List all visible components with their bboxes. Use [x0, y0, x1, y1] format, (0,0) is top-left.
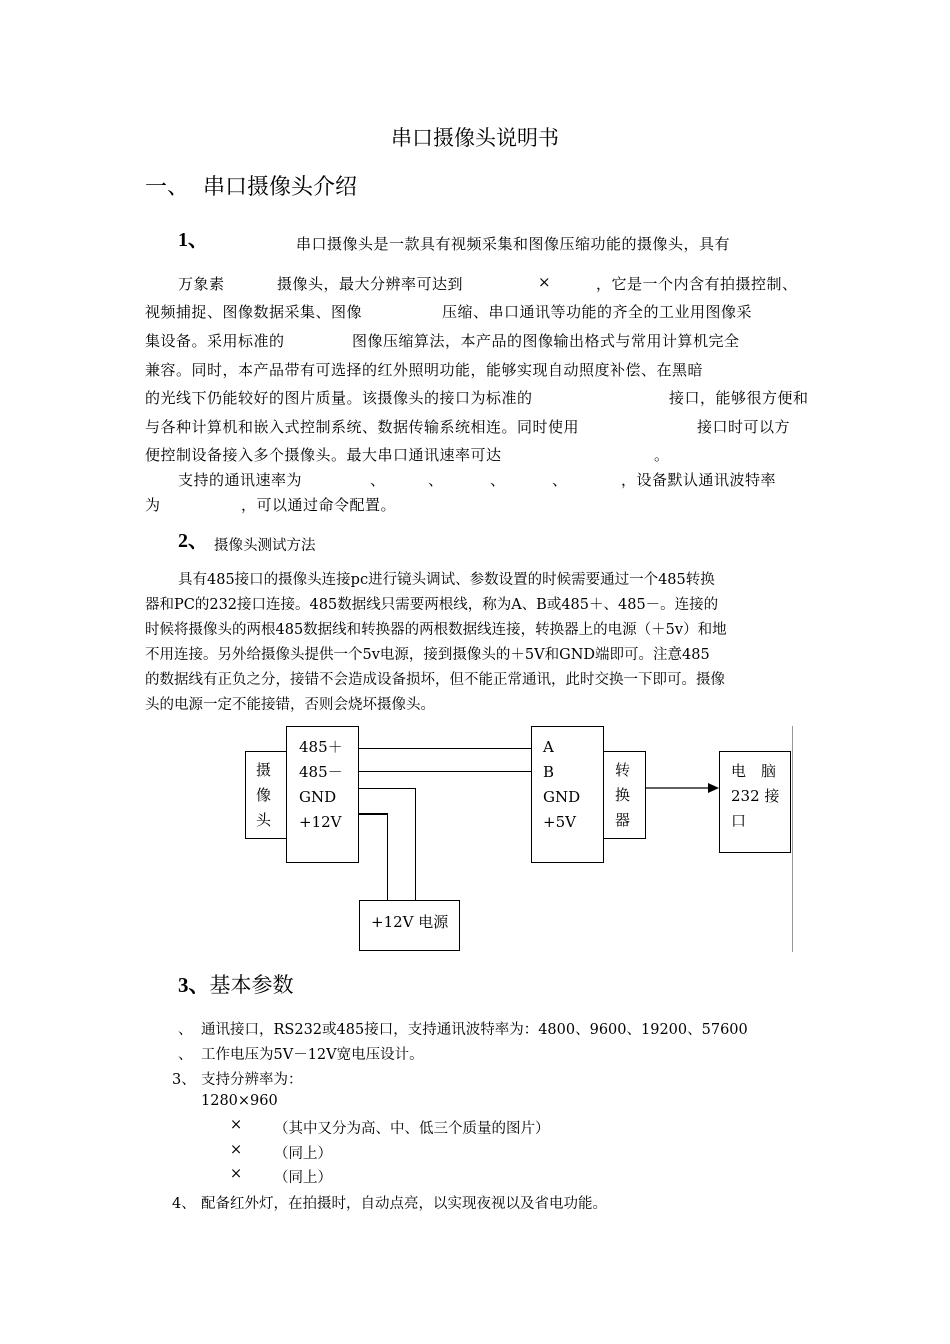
intro-line-1: 串口摄像头是一款具有视频采集和图像压缩功能的摄像头，具有 [296, 235, 731, 253]
test-line-1: 具有485接口的摄像头连接pc进行镜头调试、参数设置的时候需要通过一个485转换 [178, 572, 715, 588]
conv-pin-5v: +5V [543, 813, 576, 831]
wire-12v-v [387, 813, 388, 900]
converter-box [603, 751, 646, 839]
power-box [359, 900, 460, 951]
intro-frag-4: ，它是一个内含有拍摄控制、 [596, 275, 798, 293]
intro-line-4a: 集设备。采用标准的 [145, 332, 285, 350]
intro-frag-3: × [538, 273, 552, 291]
param-2-prefix: 、 [178, 1047, 193, 1063]
sub3-heading [178, 969, 294, 999]
section1-number: 一、 [145, 175, 190, 200]
sub2-title: 摄像头测试方法 [214, 538, 316, 554]
resolution-1: 1280×960 [201, 1093, 278, 1109]
test-line-5: 的数据线有正负之分，接错不会造成设备损坏，但不能正常通讯，此时交换一下即可。摄像 [145, 672, 725, 688]
converter-label-1: 转 [615, 761, 631, 779]
converter-label-3: 器 [615, 811, 631, 829]
intro-line-4b: 图像压缩算法，本产品的图像输出格式与常用计算机完全 [352, 332, 740, 350]
test-line-6: 头的电源一定不能接错，否则会烧坏摄像头。 [145, 697, 435, 713]
baud-sep-2: 、 [428, 471, 444, 489]
intro-line-8b: 。 [654, 446, 670, 464]
baud-line-a: 支持的通讯速率为 [178, 471, 303, 489]
resolution-2-x: × [230, 1117, 243, 1133]
param-2: 工作电压为5V－12V宽电压设计。 [201, 1047, 424, 1063]
param-4: 配备红外灯，在拍摄时，自动点亮，以实现夜视以及省电功能。 [201, 1196, 607, 1212]
camera-pins-box [286, 726, 359, 863]
intro-frag-2: 摄像头，最大分辨率可达到 [277, 275, 464, 293]
baud-sep-3: 、 [490, 471, 506, 489]
converter-pins-box [531, 726, 604, 863]
param-3-prefix: 3、 [172, 1072, 196, 1088]
pc-label-1: 电 脑 [731, 762, 777, 780]
camera-box [245, 751, 287, 839]
sub1-number: 1、 [178, 229, 208, 251]
camera-label-2: 像 [256, 786, 272, 804]
conv-pin-a: A [543, 738, 554, 756]
param-1-prefix: 、 [178, 1022, 193, 1038]
param-3: 支持分辨率为： [201, 1072, 303, 1088]
intro-line-5: 兼容。同时，本产品带有可选择的红外照明功能，能够实现自动照度补偿、在黑暗 [145, 361, 704, 379]
resolution-3-x: × [230, 1142, 243, 1158]
cam-pin-12v: +12V [299, 813, 342, 831]
intro-line-6b: 接口，能够很方便和 [669, 389, 809, 407]
resolution-4: （同上） [274, 1170, 332, 1186]
sub3-title: 基本参数 [209, 973, 294, 997]
camera-label-3: 头 [256, 811, 272, 829]
wire-485p [359, 748, 531, 749]
conv-pin-gnd: GND [543, 788, 581, 806]
intro-line-7b: 接口时可以方 [697, 418, 791, 436]
section1-heading [145, 170, 357, 201]
wire-485n [359, 771, 531, 772]
arrow-head [708, 783, 719, 793]
wire-gnd-v [415, 788, 416, 900]
intro-line-3a: 视频捕捉、图像数据采集、图像 [145, 303, 363, 321]
cam-pin-485n: 485－ [299, 763, 343, 781]
cam-pin-gnd: GND [299, 788, 337, 806]
pc-label-3: 口 [731, 812, 747, 830]
baud-sep-1: 、 [370, 471, 386, 489]
sub3-number: 3、 [178, 973, 210, 997]
diagram-edge-line [792, 726, 793, 952]
baud-line-2a: 为 [145, 496, 161, 514]
pc-box [719, 751, 791, 853]
intro-line-3b: 压缩、串口通讯等功能的齐全的工业用图像采 [442, 303, 753, 321]
converter-label-2: 换 [615, 786, 631, 804]
baud-sep-4: 、 [552, 471, 568, 489]
baud-line-2b: ，可以通过命令配置。 [241, 496, 397, 514]
resolution-3: （同上） [274, 1146, 332, 1162]
camera-label-1: 摄 [256, 761, 272, 779]
arrow-to-pc [646, 779, 720, 797]
intro-line-8a: 便控制设备接入多个摄像头。最大串口通讯速率可达 [145, 446, 502, 464]
resolution-4-x: × [230, 1166, 243, 1182]
wire-gnd-h [359, 788, 415, 789]
resolution-2: （其中又分为高、中、低三个质量的图片） [274, 1121, 550, 1137]
wire-12v-h [359, 813, 387, 815]
page-title: 串口摄像头说明书 [391, 126, 559, 150]
sub2-number: 2、 [178, 530, 208, 552]
param-4-prefix: 4、 [172, 1196, 196, 1212]
intro-line-7a: 与各种计算机和嵌入式控制系统、数据传输系统相连。同时使用 [145, 418, 580, 436]
power-label: +12V 电源 [371, 913, 449, 931]
conv-pin-b: B [543, 763, 555, 781]
baud-line-b: ，设备默认通讯波特率 [621, 471, 777, 489]
pc-label-2: 232 接 [731, 787, 780, 805]
section1-title: 串口摄像头介绍 [203, 175, 358, 200]
test-line-4: 不用连接。另外给摄像头提供一个5v电源，接到摄像头的＋5V和GND端即可。注意485 [145, 647, 710, 663]
test-line-2: 器和PC的232接口连接。485数据线只需要两根线，称为A、B或485＋、485－。连接的 [145, 597, 719, 613]
param-1: 通讯接口，RS232或485接口，支持通讯波特率为：4800、9600、19200、57600 [201, 1022, 748, 1038]
test-line-3: 时候将摄像头的两根485数据线和转换器的两根数据线连接，转换器上的电源（＋5v）和地 [145, 622, 727, 638]
intro-line-6a: 的光线下仍能较好的图片质量。该摄像头的接口为标准的 [145, 389, 533, 407]
intro-frag-1: 万象素 [178, 275, 225, 293]
cam-pin-485p: 485＋ [299, 738, 343, 756]
